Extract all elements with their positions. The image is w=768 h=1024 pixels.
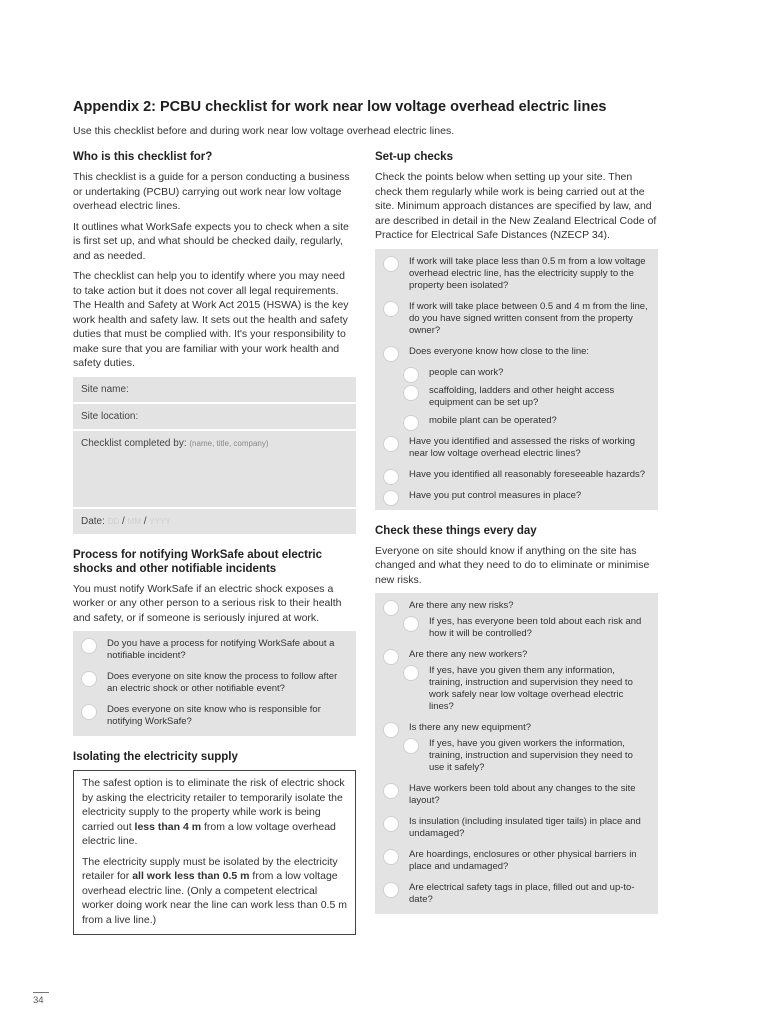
who-paragraph: The checklist can help you to identify where you may need to take action but it does not cover all legal requirements. The Health and Safety at Work Act 2015 (HSWA) is the key work health and safety law. It sets out the health and safety duties that must be complied with. It's your responsibility to make sure that you are familiar with your work health and safety duties. <box>73 270 349 369</box>
checklist-item: Is insulation (including insulated tiger tails) in place and undamaged? <box>383 816 650 840</box>
checklist-item: Are there any new workers? <box>383 649 650 661</box>
setup-heading: Set-up checks <box>375 151 453 163</box>
checklist-subitem: If yes, have you given workers the information, training, instruction and supervision they need to use it safely? <box>383 738 650 774</box>
date-label: Date: <box>81 515 105 527</box>
checkbox-circle[interactable] <box>383 301 399 317</box>
page-number: 34 <box>33 992 49 1006</box>
checklist-subitem: If yes, have you given them any information, training, instruction and supervision they need to work safely near low voltage overhead electric lines? <box>383 665 650 713</box>
isolate-callout <box>73 770 356 935</box>
site-location-field[interactable]: Site location: <box>73 404 356 431</box>
date-month[interactable]: MM <box>127 516 141 526</box>
checklist-item: Does everyone know how close to the line: <box>383 346 650 358</box>
checklist-item: Does everyone on site know who is responsible for notifying WorkSafe? <box>81 704 348 728</box>
left-column <box>73 150 356 935</box>
checklist-item: Have you identified all reasonably foreseeable hazards? <box>383 469 650 481</box>
notify-paragraph: You must notify WorkSafe if an electric shock exposes a worker or any other person to a serious risk to their health and safety, or if someone is seriously injured at work. <box>73 582 342 624</box>
right-column <box>375 150 658 928</box>
checklist-item: Have you put control measures in place? <box>383 490 650 502</box>
checklist-item: Is there any new equipment? <box>383 722 650 734</box>
checklist-item: Are electrical safety tags in place, filled out and up-to-date? <box>383 882 650 906</box>
isolate-paragraph: The electricity supply must be isolated by the electricity retailer for all work less than 0.5 m from a low voltage overhead electric line. (Only a competent electrical worker doing work near the line can work less than 0.5 m from a live line.) <box>82 855 347 926</box>
checkbox-circle[interactable] <box>81 704 97 720</box>
page-title: Appendix 2: PCBU checklist for work near low voltage overhead electric lines <box>73 99 607 115</box>
checklist-item: Does everyone on site know the process to follow after an electric shock or other notifiable event? <box>81 671 348 695</box>
daily-heading: Check these things every day <box>375 524 537 537</box>
who-heading: Who is this checklist for? <box>73 151 213 163</box>
daily-paragraph: Everyone on site should know if anything on the site has changed and what they need to do to eliminate or minimise new risks. <box>375 544 650 586</box>
checkbox-circle[interactable] <box>383 816 399 832</box>
checkbox-circle[interactable] <box>383 436 399 452</box>
checkbox-circle[interactable] <box>383 256 399 272</box>
site-details-form <box>73 377 356 534</box>
checkbox-circle[interactable] <box>383 346 399 362</box>
checklist-item: If work will take place between 0.5 and 4 m from the line, do you have signed written consent from the property owner? <box>383 301 650 337</box>
checklist-item: If work will take place less than 0.5 m from a low voltage overhead electric line, has the electricity supply to the property been isolated? <box>383 256 650 292</box>
checkbox-circle[interactable] <box>81 638 97 654</box>
checkbox-circle[interactable] <box>81 671 97 687</box>
checkbox-circle[interactable] <box>383 882 399 898</box>
notify-checklist <box>73 631 356 736</box>
checkbox-circle[interactable] <box>403 616 419 632</box>
checkbox-circle[interactable] <box>383 783 399 799</box>
checklist-item: Have workers been told about any changes to the site layout? <box>383 783 650 807</box>
who-paragraph: This checklist is a guide for a person conducting a business or undertaking (PCBU) carrying out work near low voltage overhead electric lines. <box>73 171 350 212</box>
checklist-item: Are hoardings, enclosures or other physical barriers in place and undamaged? <box>383 849 650 873</box>
checkbox-circle[interactable] <box>383 469 399 485</box>
checkbox-circle[interactable] <box>403 385 419 401</box>
setup-checklist <box>375 249 658 510</box>
completed-by-field[interactable] <box>73 431 356 509</box>
checkbox-circle[interactable] <box>403 415 419 431</box>
who-paragraph: It outlines what WorkSafe expects you to check when a site is first set up, and what should be checked daily, regularly, and as needed. <box>73 220 349 262</box>
completed-by-label: Checklist completed by: <box>81 437 187 449</box>
date-field[interactable] <box>73 509 356 534</box>
checklist-subitem: scaffolding, ladders and other height access equipment can be set up? <box>383 385 650 409</box>
completed-by-hint: (name, title, company) <box>189 438 269 448</box>
checkbox-circle[interactable] <box>403 665 419 681</box>
date-day[interactable]: DD <box>107 516 120 526</box>
date-year[interactable]: YYYY <box>149 516 171 526</box>
checkbox-circle[interactable] <box>383 600 399 616</box>
checklist-item: Do you have a process for notifying WorkSafe about a notifiable incident? <box>81 638 348 662</box>
checklist-subitem: mobile plant can be operated? <box>383 415 650 427</box>
checkbox-circle[interactable] <box>383 490 399 506</box>
setup-paragraph: Check the points below when setting up your site. Then check them regularly while work is being carried out at the site. Minimum approach distances are specified by law, and are described in detail in the New Zealand Electrical Code of Practice for Electrical Safe Distances (NZECP 34). <box>375 171 657 241</box>
checkbox-circle[interactable] <box>383 649 399 665</box>
checklist-item: Are there any new risks? <box>383 600 650 612</box>
checklist-subitem: If yes, has everyone been told about each risk and how it will be controlled? <box>383 616 650 640</box>
checkbox-circle[interactable] <box>383 722 399 738</box>
isolate-paragraph: The safest option is to eliminate the risk of electric shock by asking the electricity retailer to temporarily isolate the electricity supply to the property while work is being carried out less than 4 m from a low voltage overhead electric line. <box>82 777 345 847</box>
notify-heading: Process for notifying WorkSafe about electric shocks and other notifiable incidents <box>73 548 323 575</box>
isolate-heading: Isolating the electricity supply <box>73 751 238 763</box>
checkbox-circle[interactable] <box>403 367 419 383</box>
date-separator: / <box>122 515 125 527</box>
checklist-subitem: people can work? <box>383 367 650 379</box>
checkbox-circle[interactable] <box>383 849 399 865</box>
date-separator: / <box>143 515 147 527</box>
daily-checklist <box>375 593 658 914</box>
site-name-field[interactable]: Site name: <box>73 377 356 404</box>
checkbox-circle[interactable] <box>403 738 419 754</box>
checklist-item: Have you identified and assessed the risks of working near low voltage overhead electric lines? <box>383 436 650 460</box>
page-subtitle: Use this checklist before and during work near low voltage overhead electric lines. <box>73 125 455 137</box>
